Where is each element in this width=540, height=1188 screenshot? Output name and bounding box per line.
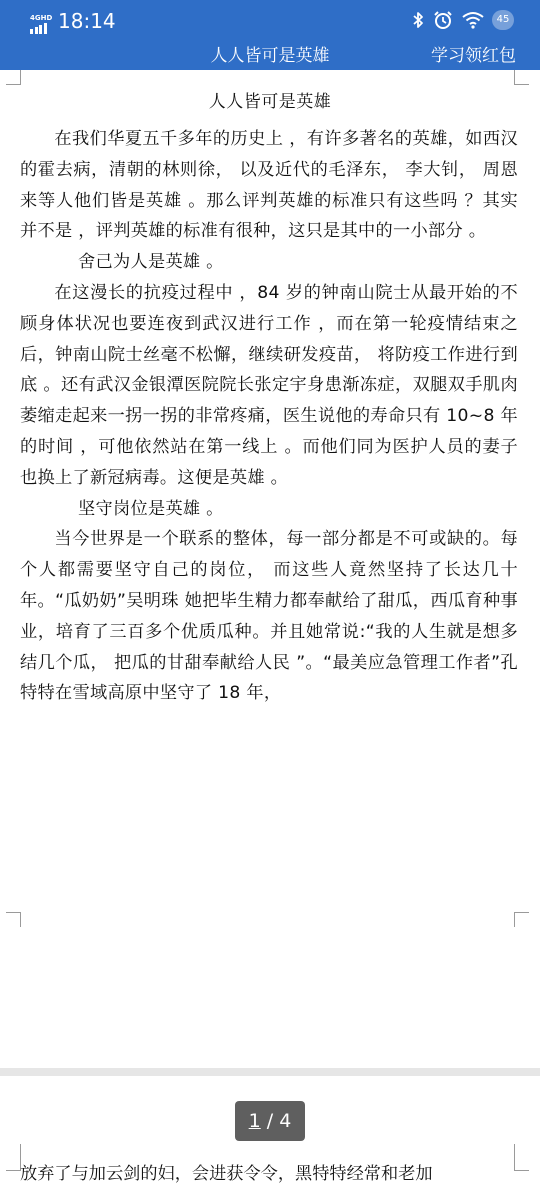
total-pages: 4 — [279, 1110, 292, 1132]
paragraph: 在这漫长的抗疫过程中 ，84 岁的钟南山院士从最开始的不顾身体状况也要连夜到武汉进行工作 ，而在第一轮疫情结束之后，钟南山院士丝毫不松懈，继续研发疫苗， 将防疫工作进行到底 。还有武汉金银潭医院院长张定宇身患渐冻症，双腿双手肌肉萎缩走起来一拐一拐的非常疼痛，医生说他的寿命只有 10~8 年的时间 ，可他依然站在第一线上 。而他们同为医护人员的妻子也换上了新冠病毒。这便是英雄 。 — [20, 282, 518, 488]
page-indicator — [235, 1101, 305, 1141]
network-type-label: 4GHD — [30, 14, 53, 22]
document-title: 人人皆可是英雄 — [208, 92, 332, 112]
crop-mark-bottom-right — [514, 912, 529, 927]
learn-red-packet-button[interactable]: 学习领红包 — [431, 46, 516, 66]
battery-indicator: 45 — [492, 10, 514, 30]
next-page-text: 放弃了与加云剑的妇，会进获令令，黑特特经常和老加 — [20, 1164, 433, 1184]
signal-icon — [30, 14, 52, 34]
header-title: 人人皆可是英雄 — [210, 46, 330, 66]
wifi-icon — [462, 11, 484, 29]
crop-mark-top-right — [514, 70, 529, 85]
status-bar — [0, 0, 540, 42]
section-heading: 坚守岗位是英雄 。 — [78, 498, 224, 519]
section-heading: 舍己为人是英雄 。 — [78, 252, 224, 273]
bluetooth-icon — [412, 11, 424, 29]
status-left — [30, 8, 116, 34]
crop-mark-next-top-left — [6, 1144, 21, 1171]
current-page: 1 — [248, 1110, 261, 1132]
status-right — [403, 10, 514, 30]
crop-mark-bottom-left — [6, 912, 21, 927]
page-separator — [0, 1068, 540, 1076]
clock: 18:14 — [58, 9, 116, 33]
page-separator-text: / — [260, 1110, 280, 1132]
crop-mark-top-left — [6, 70, 21, 85]
alarm-icon — [433, 10, 453, 30]
app-header — [0, 42, 540, 70]
paragraph: 当今世界是一个联系的整体，每一部分都是不可或缺的。每个人都需要坚守自己的岗位， 而这些人竟然坚持了长达几十年。“瓜奶奶”吴明珠 她把毕生精力都奉献给了甜瓜，西瓜育种事业，培育了三百多个优质瓜种。并且她常说:“我的人生就是想多结几个瓜， 把瓜的甘甜奉献给人民 ”。“最美应急管理工作者”孔特特在雪域高原中坚守了 18 年， — [20, 529, 518, 704]
paragraph: 在我们华夏五千多年的历史上 ，有许多著名的英雄，如西汉的霍去病，清朝的林则徐， 以及近代的毛泽东， 李大钊， 周恩来等人他们皆是英雄 。那么评判英雄的标准只有这些吗 ？其实并不是 ，评判英雄的标准有很种，这只是其中的一小部分 。 — [20, 129, 518, 242]
document-body — [20, 124, 518, 709]
